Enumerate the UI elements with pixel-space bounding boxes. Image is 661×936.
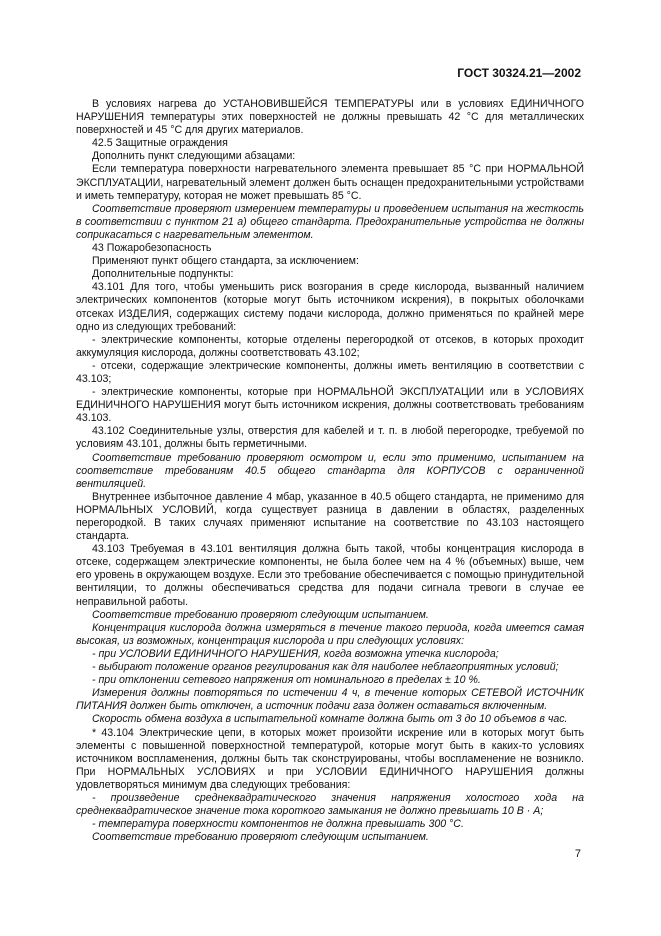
paragraph: Дополнить пункт следующими абзацами: xyxy=(92,150,296,163)
paragraph: * 43.104 Электрические цепи, в которых может произойти искрение или в которых могут быть элементы с повышенной поверхностной температурой, которые могут быть в каких-то условиях источником воспламенения, должны быть так сконструированы, чтобы воспламенение не возникло. При НОРМАЛЬНЫХ УСЛОВИЯХ и при УСЛОВИИ ЕДИНИЧНОГО НАРУШЕНИЯ должны удовлетворяться минимум два следующих требования: xyxy=(76,726,584,791)
paragraph: В условиях нагрева до УСТАНОВИВШЕЙСЯ ТЕМПЕРАТУРЫ или в условиях ЕДИНИЧНОГО НАРУШЕНИЯ температуры этих поверхностей не должны превышать 42 °С для металлических поверхностей и 45 °С для других материалов. xyxy=(76,98,584,137)
paragraph: Соответствие проверяют измерением температуры и проведением испытания на жесткость в соответствии с пунктом 21 а) общего стандарта. Предохранительные устройства не должны соприкасаться с нагревательным элементом. xyxy=(76,202,584,241)
document-body xyxy=(76,98,584,844)
paragraph: - отсеки, содержащие электрические компоненты, должны иметь вентиляцию в соответствии с 43.103; xyxy=(76,359,584,385)
paragraph: Концентрация кислорода должна измеряться в течение такого периода, когда имеется самая высокая, из возможных, концентрация кислорода и при следующих условиях: xyxy=(76,621,584,647)
paragraph: Дополнительные подпункты: xyxy=(92,268,234,281)
paragraph: Соответствие требованию проверяют следующим испытанием. xyxy=(92,608,429,621)
paragraph: - произведение среднеквадратического значения напряжения холостого хода на среднеквадратическое значение тока короткого замыкания не должно превышать 10 В · А; xyxy=(76,791,584,818)
paragraph: 43.103 Требуемая в 43.101 вентиляция должна быть такой, чтобы концентрация кислорода в отсеке, содержащем электрические компоненты, не была более чем на 4 % (объемных) выше, чем его уровень в окружающем воздухе. Если это требование обеспечивается с помощью принудительной вентиляции, то должны обеспечиваться средства для подачи сигнала тревоги в случае ее неправильной работы. xyxy=(76,543,584,608)
paragraph: - выбирают положение органов регулирования как для наиболее неблагоприятных условий; xyxy=(92,661,559,674)
paragraph: - электрические компоненты, которые отделены перегородкой от отсеков, в которых проходит аккумуляция кислорода, должны соответствовать 43.102; xyxy=(76,333,584,359)
paragraph: - электрические компоненты, которые при НОРМАЛЬНОЙ ЭКСПЛУАТАЦИИ или в УСЛОВИЯХ ЕДИНИЧНОГО НАРУШЕНИЯ могут быть источником искрения, должны соответствовать требованиям 43.103. xyxy=(76,386,584,425)
paragraph: - при отклонении сетевого напряжения от номинального в пределах ± 10 %. xyxy=(92,674,481,687)
paragraph: - при УСЛОВИИ ЕДИНИЧНОГО НАРУШЕНИЯ, когда возможна утечка кислорода; xyxy=(92,647,499,660)
paragraph: 43 Пожаробезопасность xyxy=(92,242,212,255)
paragraph: Скорость обмена воздуха в испытательной комнате должна быть от 3 до 10 объемов в час. xyxy=(92,713,568,726)
paragraph: Соответствие требованию проверяют осмотром и, если это применимо, испытанием на соответствие требованиям 40.5 общего стандарта для КОРПУСОВ с ограниченной вентиляцией. xyxy=(76,451,584,490)
page-number: 7 xyxy=(574,848,581,860)
paragraph: 43.101 Для того, чтобы уменьшить риск возгорания в среде кислорода, вызванный наличием электрических компонентов (которые могут быть источником искрения), в покрытых оболочками отсеках ИЗДЕЛИЯ, содержащих систему подачи кислорода, должно применяться по крайней мере одно из следующих требований: xyxy=(76,281,584,333)
paragraph: 42.5 Защитные ограждения xyxy=(92,137,228,150)
paragraph: Измерения должны повторяться по истечении 4 ч, в течение которых СЕТЕВОЙ ИСТОЧНИК ПИТАНИЯ должен быть отключен, а источник подачи газа должен оставаться включенным. xyxy=(76,687,584,713)
paragraph: Применяют пункт общего стандарта, за исключением: xyxy=(92,255,359,268)
paragraph: - температура поверхности компонентов не должна превышать 300 °С. xyxy=(92,818,464,831)
paragraph: Если температура поверхности нагревательного элемента превышает 85 °С при НОРМАЛЬНОЙ ЭКСПЛУАТАЦИИ, нагревательный элемент должен быть оснащен предохранительными устройствами и иметь температуру, которая не может превышать 85 °С. xyxy=(76,163,584,202)
paragraph: Внутреннее избыточное давление 4 мбар, указанное в 40.5 общего стандарта, не применимо для НОРМАЛЬНЫХ УСЛОВИЙ, когда существует разница в давлении в областях, разделенных перегородкой. В таких случаях применяют испытание на соответствие по 43.103 настоящего стандарта. xyxy=(76,490,584,543)
paragraph: Соответствие требованию проверяют следующим испытанием. xyxy=(92,831,429,844)
paragraph: 43.102 Соединительные узлы, отверстия для кабелей и т. п. в любой перегородке, требуемой по условиям 43.101, должны быть герметичными. xyxy=(76,425,584,451)
page-header-title: ГОСТ 30324.21—2002 xyxy=(457,66,581,80)
